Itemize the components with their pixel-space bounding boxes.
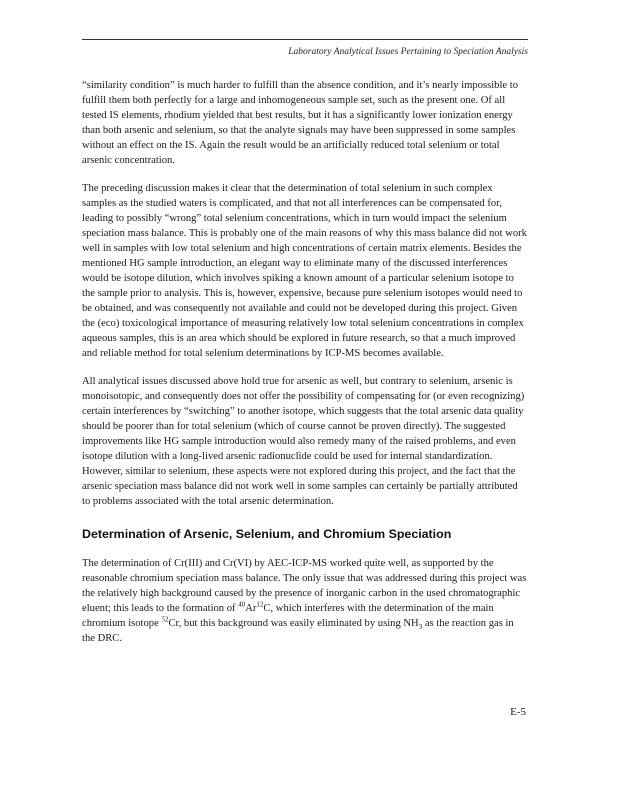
body-text <box>82 78 528 659</box>
isotope-mass-c: 12 <box>256 600 264 609</box>
paragraph-arsenic-issues: All analytical issues discussed above hold true for arsenic as well, but contrary to selenium, arsenic is monoisotopic, and consequently does not offer the possibility of compensating for (or even recognizing) certain interferences by “switching” to another isotope, which suggests that the total arsenic data quality should be poorer than for total selenium (which of course cannot be proven directly). The suggested improvements like HG sample introduction would also remedy many of the raised problems, and even isotope dilution with a long-lived arsenic radionuclide could be used for internal standardization. However, similar to selenium, these aspects were not explored during this project, and the fact that the arsenic speciation mass balance did not work well in some samples can certainly be partially attributed to problems associated with the total arsenic determination. <box>82 376 525 507</box>
paragraph-total-selenium: The preceding discussion makes it clear that the determination of total selenium in such complex samples as the studied waters is complicated, and that not all interferences can be compensated for, leading to possibly “wrong” total selenium concentrations, which in turn would impact the selenium speciation mass balance. This is probably one of the main reasons of why this mass balance did not work well in samples with low total selenium and high concentrations of certain matrix elements. Besides the mentioned HG sample introduction, an elegant way to eliminate many of the discussed interferences would be isotope dilution, which involves spiking a known amount of a particular selenium isotope to the sample prior to analysis. This is, however, expensive, because pure selenium isotopes would need to be obtained, and was consequently not available and could not be developed during this project. Given the (eco) toxicological importance of measuring relatively low total selenium concentrations in complex aqueous samples, this is an area which should be explored in future research, so that a much improved and reliable method for total selenium determinations by ICP-MS becomes available. <box>82 183 527 359</box>
isotope-mass-ar: 40 <box>238 600 246 609</box>
element-c: C <box>263 603 271 614</box>
chromium-text-part1: The determination of Cr(III) and Cr(VI) by AEC-ICP-MS worked quite well, as supported by the reasonable chromium speciation mass balance. The only issue that was addressed during this project was the relatively high background caused by the presence of inorganic carbon in the used chromatographic eluent; this leads to the formation of <box>82 558 527 614</box>
page-number: E-5 <box>510 706 526 718</box>
header-rule <box>82 39 528 40</box>
element-cr-text: Cr, but this background was easily eliminated by using NH <box>168 618 419 629</box>
paragraph-chromium-speciation <box>82 556 528 646</box>
running-head: Laboratory Analytical Issues Pertaining to Speciation Analysis <box>288 47 528 57</box>
chromium-text-part2: , which interferes with the determination of the main chromium isotope <box>82 603 494 629</box>
isotope-mass-cr: 52 <box>161 615 169 624</box>
section-heading: Determination of Arsenic, Selenium, and Chromium Speciation <box>82 527 452 541</box>
nh3-subscript: 3 <box>418 623 423 632</box>
chromium-text-part3: as the reaction gas in the DRC. <box>82 618 514 644</box>
element-ar: Ar <box>245 603 257 614</box>
paragraph-similarity-condition: “similarity condition” is much harder to fulfill than the absence condition, and it’s nearly impossible to fulfill them both perfectly for a large and inhomogeneous sample set, such as the present one. Of all tested IS elements, rhodium yielded that best results, but it has a significantly lower ionization energy than both arsenic and selenium, so that the analyte signals may have been suppressed in some samples without an effect on the IS. Again the result would be an artificially reduced total selenium or total arsenic concentration. <box>82 80 519 166</box>
